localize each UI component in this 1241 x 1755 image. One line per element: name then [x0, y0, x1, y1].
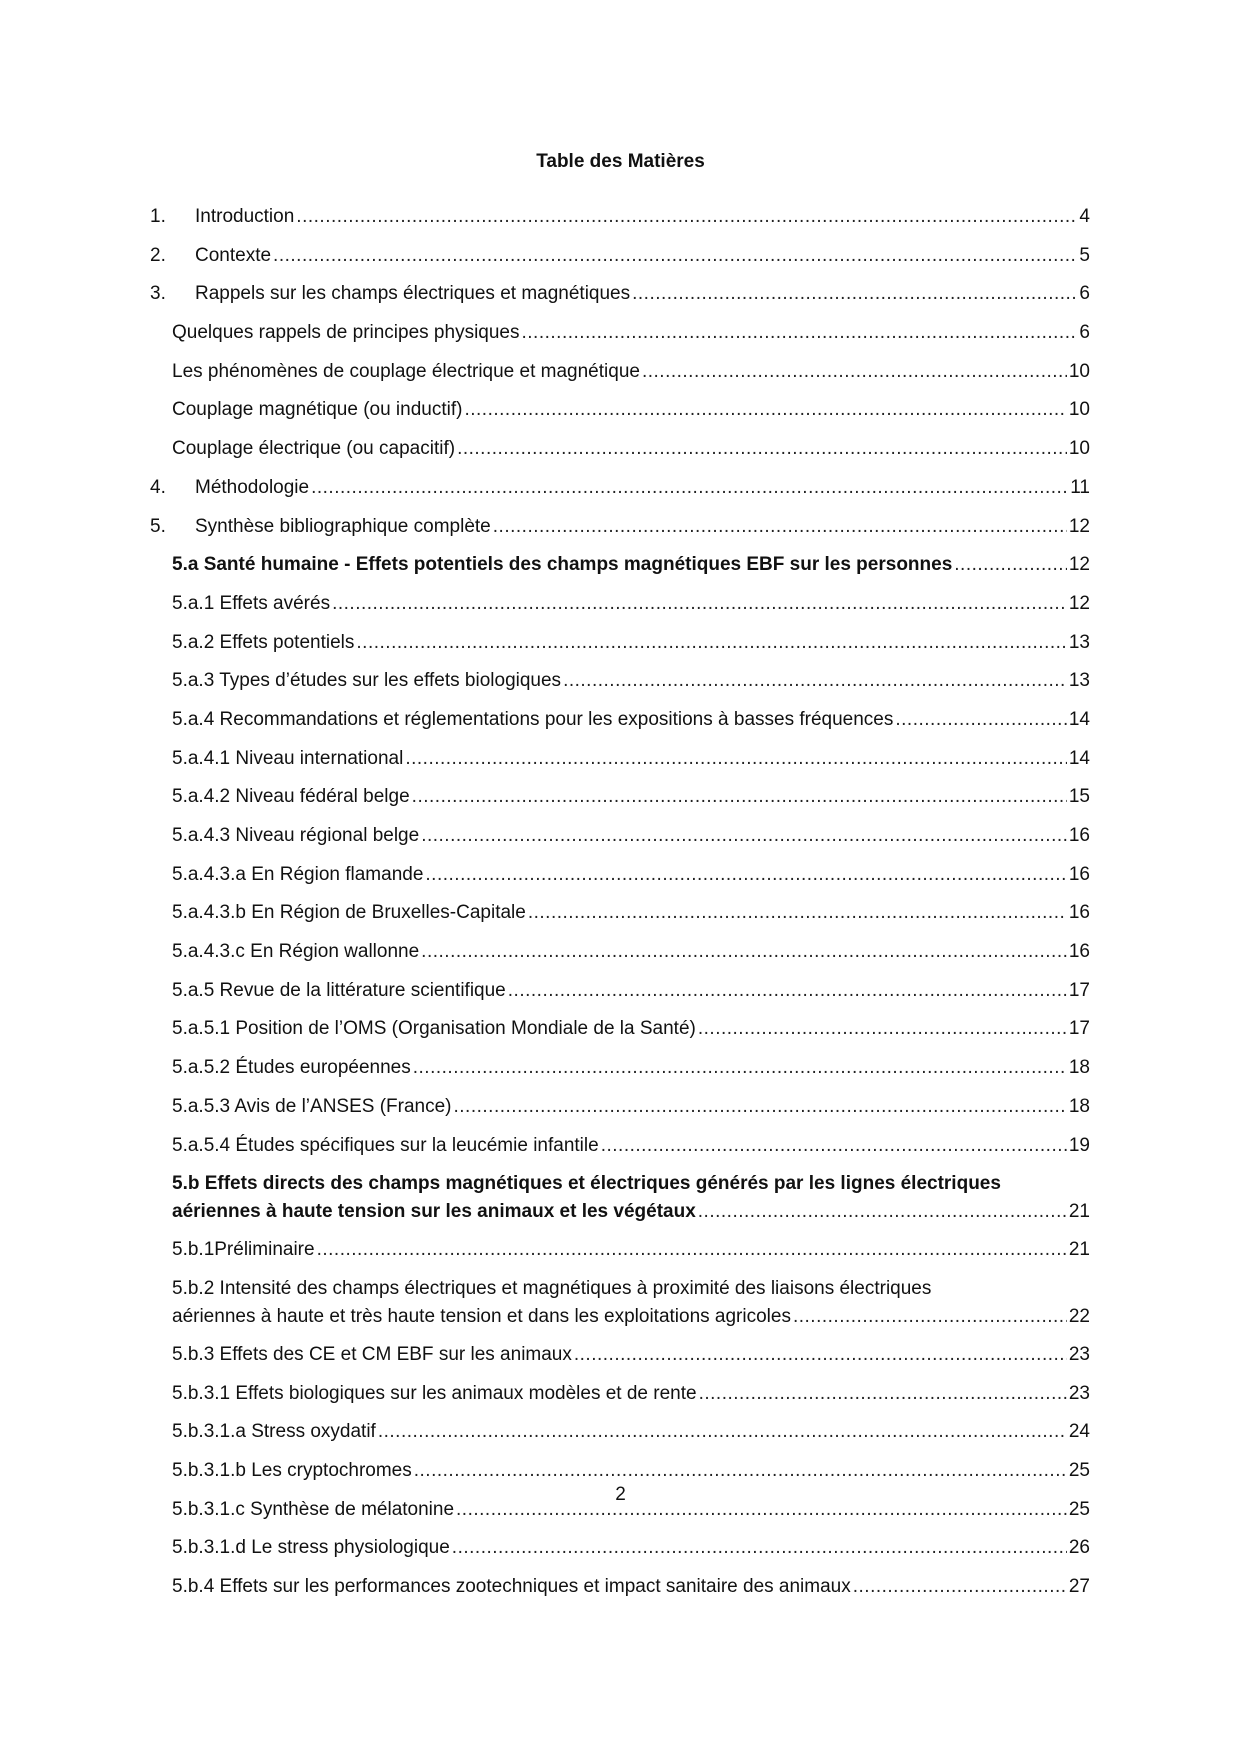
dot-leader: [421, 824, 1067, 848]
toc-entry-page: 17: [1068, 1018, 1090, 1040]
toc-entry-title: 5.b.3.1.d Le stress physiologique: [172, 1537, 450, 1559]
toc-entry-number: 3.: [150, 283, 166, 305]
dot-leader: [332, 592, 1067, 616]
toc-entry-title-line1: 5.b Effets directs des champs magnétiques et électriques générés par les lignes électriques: [172, 1173, 1001, 1195]
toc-entry[interactable]: [150, 1238, 1090, 1277]
dot-leader: [296, 205, 1076, 229]
toc-entry-title: 5.a.5 Revue de la littérature scientifique: [172, 979, 506, 1001]
toc-entry-title: 5.a.4.3 Niveau régional belge: [172, 825, 420, 846]
dot-leader: [853, 1575, 1067, 1599]
dot-leader: [528, 901, 1067, 925]
toc-entry[interactable]: [150, 979, 1090, 1018]
dot-leader: [895, 708, 1066, 732]
toc-entry[interactable]: [150, 1575, 1090, 1614]
toc-entry-page: 21: [1068, 1239, 1090, 1261]
toc-entry-title: 5.b.3.1.b Les cryptochromes: [172, 1459, 412, 1481]
toc-entry[interactable]: [150, 1536, 1090, 1575]
toc-entry-page: 19: [1068, 1134, 1090, 1156]
dot-leader: [378, 1420, 1067, 1444]
toc-entry-page: 18: [1068, 1057, 1090, 1079]
dot-leader: [414, 1459, 1067, 1483]
dot-leader: [601, 1134, 1067, 1158]
dot-leader: [356, 631, 1066, 655]
toc-entry-title: Couplage électrique (ou capacitif): [172, 438, 456, 460]
toc-entry-title: 5.a Santé humaine - Effets potentiels des champs magnétiques EBF sur les personnes: [172, 554, 953, 576]
toc-entry-title: 5.a.1 Effets avérés: [172, 592, 331, 614]
toc-entry-wrap: [172, 1277, 1090, 1329]
toc-entry-page: 13: [1068, 670, 1090, 692]
toc-entry-title: Quelques rappels de principes physiques: [172, 322, 520, 344]
toc-entry[interactable]: [150, 244, 1090, 283]
toc-entry[interactable]: [150, 631, 1090, 670]
dot-leader: [508, 979, 1067, 1003]
toc-entry-page: 14: [1068, 747, 1090, 769]
toc-entry[interactable]: [150, 785, 1090, 824]
dot-leader: [699, 1382, 1067, 1406]
toc-entry-number: 1.: [150, 206, 166, 227]
toc-entry-page: 23: [1068, 1382, 1090, 1404]
toc-entry-title: 5.b.1Préliminaire: [172, 1239, 315, 1261]
toc-entry-page: 16: [1068, 902, 1090, 924]
dot-leader: [454, 1095, 1067, 1119]
toc-entry-line2: [172, 1305, 1090, 1329]
toc-entry-title: Méthodologie: [195, 476, 310, 498]
toc-entry[interactable]: [150, 476, 1090, 515]
toc-entry-page: 26: [1068, 1537, 1090, 1559]
page-title: Table des Matières: [536, 151, 705, 172]
dot-leader: [317, 1238, 1067, 1262]
dot-leader: [698, 1200, 1067, 1224]
dot-leader: [425, 863, 1066, 887]
toc-entry-wrap: [172, 1172, 1090, 1224]
toc-entry-page: 4: [1079, 206, 1090, 227]
toc-entry-number: 2.: [150, 244, 166, 266]
dot-leader: [493, 515, 1067, 539]
dot-leader: [563, 669, 1067, 693]
toc-entry-page: 24: [1068, 1421, 1090, 1443]
dot-leader: [632, 282, 1076, 306]
toc-entry-title: Contexte: [195, 244, 272, 266]
toc-entry[interactable]: [150, 824, 1090, 863]
toc-entry[interactable]: [150, 592, 1090, 631]
toc-entry-title: 5.a.5.2 Études européennes: [172, 1057, 411, 1079]
toc-entry[interactable]: [150, 708, 1090, 747]
toc-entry[interactable]: [150, 437, 1090, 476]
toc-entry[interactable]: [150, 1420, 1090, 1459]
toc-entry-title: 5.a.4.1 Niveau international: [172, 747, 404, 769]
toc-entry-page: 11: [1070, 476, 1090, 498]
toc-entry-title: 5.a.4.2 Niveau fédéral belge: [172, 786, 410, 808]
toc-entry-title: 5.b.3.1 Effets biologiques sur les animaux modèles et de rente: [172, 1382, 697, 1404]
toc-entry[interactable]: [150, 1277, 1090, 1343]
toc-entry-title-line1: 5.b.2 Intensité des champs électriques et magnétiques à proximité des liaisons électriques: [172, 1277, 932, 1299]
dot-leader: [522, 321, 1077, 345]
toc-entry-title: 5.a.5.1 Position de l’OMS (Organisation Mondiale de la Santé): [172, 1018, 696, 1040]
toc-entry[interactable]: [150, 1134, 1090, 1173]
toc-entry-page: 22: [1068, 1305, 1090, 1327]
page-number: 2: [615, 1484, 626, 1505]
dot-leader: [954, 553, 1067, 577]
toc-entry-page: 10: [1068, 438, 1090, 460]
dot-leader: [412, 785, 1067, 809]
toc-entry-page: 13: [1068, 631, 1090, 653]
table-of-contents: [150, 205, 1090, 1614]
toc-entry-title: 5.b.3.1.a Stress oxydatif: [172, 1421, 376, 1443]
toc-entry[interactable]: [150, 863, 1090, 902]
dot-leader: [574, 1343, 1067, 1367]
toc-entry-title-line2: aériennes à haute et très haute tension et dans les exploitations agricoles: [172, 1305, 791, 1327]
toc-entry-page: 16: [1068, 825, 1090, 846]
dot-leader: [452, 1536, 1067, 1560]
toc-entry-number: 5.: [150, 515, 166, 537]
toc-entry-title: 5.a.3 Types d’études sur les effets biologiques: [172, 670, 562, 692]
toc-entry-title: 5.a.4 Recommandations et réglementations pour les expositions à basses fréquences: [172, 708, 894, 730]
dot-leader: [464, 398, 1066, 422]
toc-entry-title: Les phénomènes de couplage électrique et magnétique: [172, 360, 640, 382]
toc-entry-page: 12: [1068, 554, 1090, 576]
toc-entry[interactable]: [150, 360, 1090, 399]
toc-entry[interactable]: [150, 205, 1090, 244]
toc-entry-page: 16: [1068, 863, 1090, 885]
toc-entry[interactable]: [150, 515, 1090, 554]
toc-entry[interactable]: [150, 282, 1090, 321]
toc-entry-title: 5.a.5.4 Études spécifiques sur la leucémie infantile: [172, 1134, 599, 1156]
toc-entry-page: 16: [1068, 941, 1090, 963]
toc-entry-title: 5.a.2 Effets potentiels: [172, 631, 355, 653]
toc-entry-title: Rappels sur les champs électriques et magnétiques: [195, 283, 631, 305]
dot-leader: [273, 244, 1076, 268]
toc-entry[interactable]: [150, 1382, 1090, 1421]
toc-entry[interactable]: [150, 321, 1090, 360]
dot-leader: [413, 1056, 1067, 1080]
toc-entry-number: 4.: [150, 476, 166, 498]
toc-entry[interactable]: [150, 398, 1090, 437]
toc-entry-title: 5.b.4 Effets sur les performances zootechniques et impact sanitaire des animaux: [172, 1576, 851, 1597]
dot-leader: [642, 360, 1067, 384]
toc-entry-page: 18: [1068, 1095, 1090, 1117]
toc-entry-page: 6: [1079, 283, 1090, 305]
dot-leader: [421, 940, 1067, 964]
toc-entry-title: Synthèse bibliographique complète: [195, 515, 491, 537]
toc-entry-title: 5.b.3 Effets des CE et CM EBF sur les animaux: [172, 1343, 572, 1365]
toc-entry-page: 12: [1068, 515, 1090, 537]
dot-leader: [793, 1305, 1067, 1329]
toc-entry-page: 27: [1068, 1576, 1090, 1597]
toc-entry-page: 5: [1079, 244, 1090, 266]
toc-entry-page: 10: [1068, 360, 1090, 382]
dot-leader: [457, 437, 1067, 461]
toc-entry-page: 25: [1068, 1498, 1090, 1520]
toc-entry-title: 5.a.4.3.a En Région flamande: [172, 863, 424, 885]
toc-entry[interactable]: [150, 1056, 1090, 1095]
toc-entry-page: 25: [1068, 1459, 1090, 1481]
toc-entry-page: 15: [1068, 786, 1090, 808]
toc-entry[interactable]: [150, 940, 1090, 979]
toc-entry-title: Introduction: [195, 206, 295, 227]
toc-entry-page: 12: [1068, 592, 1090, 614]
toc-entry-title: 5.a.4.3.b En Région de Bruxelles-Capitale: [172, 902, 526, 924]
toc-entry-page: 23: [1068, 1343, 1090, 1365]
toc-entry-title-line2: aériennes à haute tension sur les animaux et les végétaux: [172, 1201, 696, 1223]
toc-entry-title: 5.b.3.1.c Synthèse de mélatonine: [172, 1498, 455, 1520]
toc-entry[interactable]: [150, 669, 1090, 708]
toc-entry-line2: [172, 1200, 1090, 1224]
toc-entry-page: 21: [1068, 1201, 1090, 1223]
dot-leader: [311, 476, 1068, 500]
dot-leader: [405, 747, 1067, 771]
toc-entry[interactable]: [150, 747, 1090, 786]
toc-entry[interactable]: [150, 901, 1090, 940]
toc-entry-page: 6: [1079, 322, 1090, 344]
toc-entry[interactable]: [150, 1095, 1090, 1134]
toc-entry-title: 5.a.5.3 Avis de l’ANSES (France): [172, 1095, 452, 1117]
toc-entry-page: 14: [1068, 708, 1090, 730]
toc-entry-page: 17: [1068, 979, 1090, 1001]
toc-entry[interactable]: [150, 1343, 1090, 1382]
dot-leader: [698, 1017, 1067, 1041]
toc-entry-page: 10: [1068, 399, 1090, 421]
toc-entry[interactable]: [150, 1017, 1090, 1056]
toc-entry-title: Couplage magnétique (ou inductif): [172, 399, 463, 421]
toc-entry[interactable]: [150, 553, 1090, 592]
toc-entry-title: 5.a.4.3.c En Région wallonne: [172, 941, 420, 963]
toc-entry[interactable]: [150, 1172, 1090, 1238]
